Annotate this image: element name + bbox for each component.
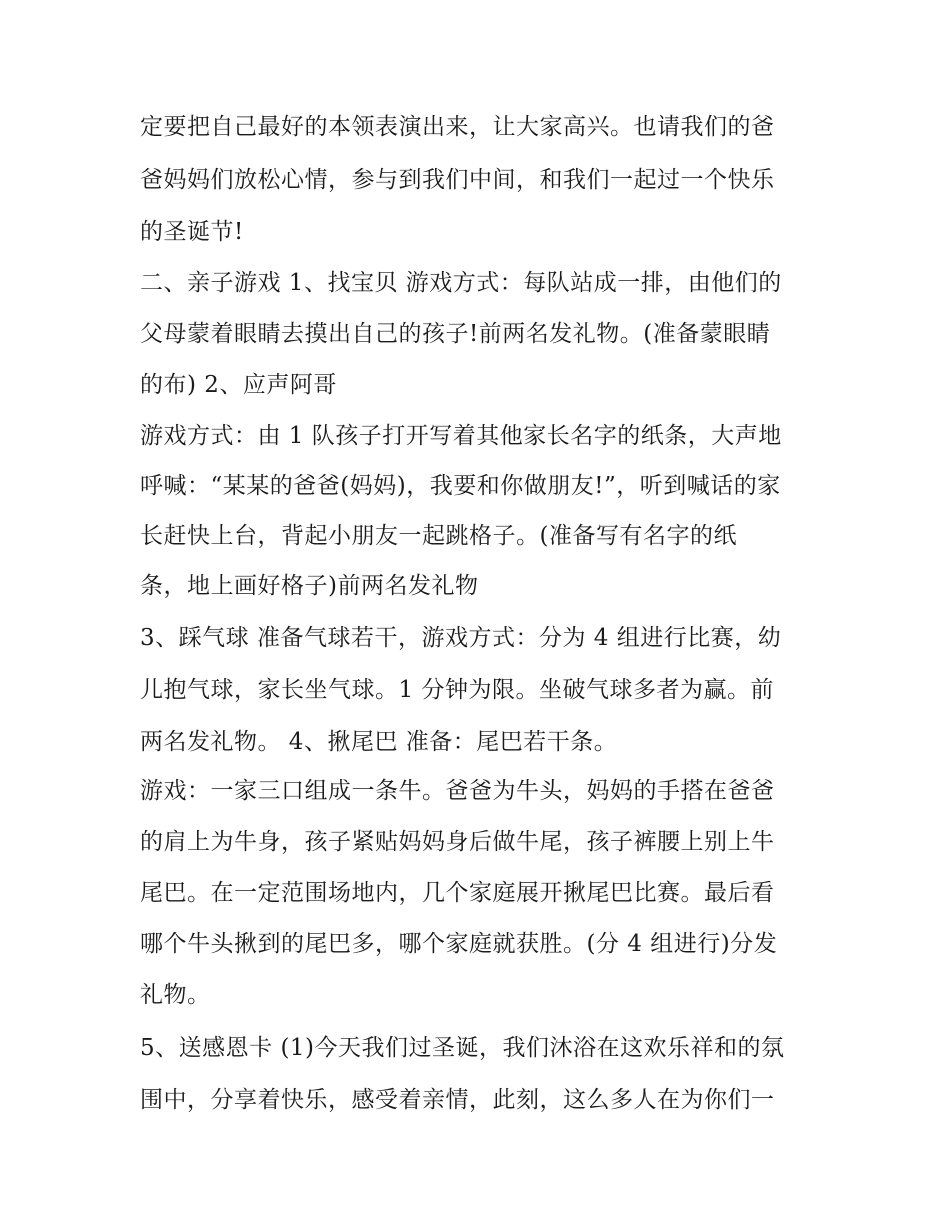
text-line: 呼喊：“某某的爸爸(妈妈)，我要和你做朋友!”，听到喊话的家 <box>140 473 781 499</box>
text-line: 定要把自己最好的本领表演出来，让大家高兴。也请我们的爸 <box>140 114 775 140</box>
text-line: 长赶快上台，背起小朋友一起跳格子。(准备写有名字的纸 <box>140 523 737 549</box>
text-line: 二、亲子游戏 1、找宝贝 游戏方式：每队站成一排，由他们的 <box>140 270 782 296</box>
text-line: 5、送感恩卡 (1)今天我们过圣诞，我们沐浴在这欢乐祥和的氛 <box>140 1035 785 1061</box>
text-line: 两名发礼物。 4、揪尾巴 准备：尾巴若干条。 <box>140 729 618 755</box>
text-line: 的肩上为牛身，孩子紧贴妈妈身后做牛尾，孩子裤腰上别上牛 <box>140 829 775 855</box>
text-line: 哪个牛头揪到的尾巴多，哪个家庭就获胜。(分 4 组进行)分发 <box>140 931 778 957</box>
text-line: 游戏方式：由 1 队孩子打开写着其他家长名字的纸条，大声地 <box>140 423 782 449</box>
text-line: 爸妈妈们放松心情，参与到我们中间，和我们一起过一个快乐 <box>140 167 775 193</box>
text-line: 父母蒙着眼睛去摸出自己的孩子!前两名发礼物。(准备蒙眼睛 <box>140 321 771 347</box>
text-line: 的布) 2、应声阿哥 <box>140 372 337 398</box>
text-line: 礼物。 <box>140 982 211 1008</box>
text-line: 围中，分享着快乐，感受着亲情，此刻，这么多人在为你们一 <box>140 1087 775 1113</box>
text-line: 条，地上画好格子)前两名发礼物 <box>140 573 479 599</box>
text-line: 的圣诞节! <box>140 219 244 245</box>
text-line: 儿抱气球，家长坐气球。1 分钟为限。坐破气球多者为赢。前 <box>140 677 774 703</box>
text-line: 尾巴。在一定范围场地内，几个家庭展开揪尾巴比赛。最后看 <box>140 880 775 906</box>
text-line: 3、踩气球 准备气球若干，游戏方式：分为 4 组进行比赛，幼 <box>140 625 782 651</box>
text-line: 游戏：一家三口组成一条牛。爸爸为牛头，妈妈的手搭在爸爸 <box>140 778 775 804</box>
